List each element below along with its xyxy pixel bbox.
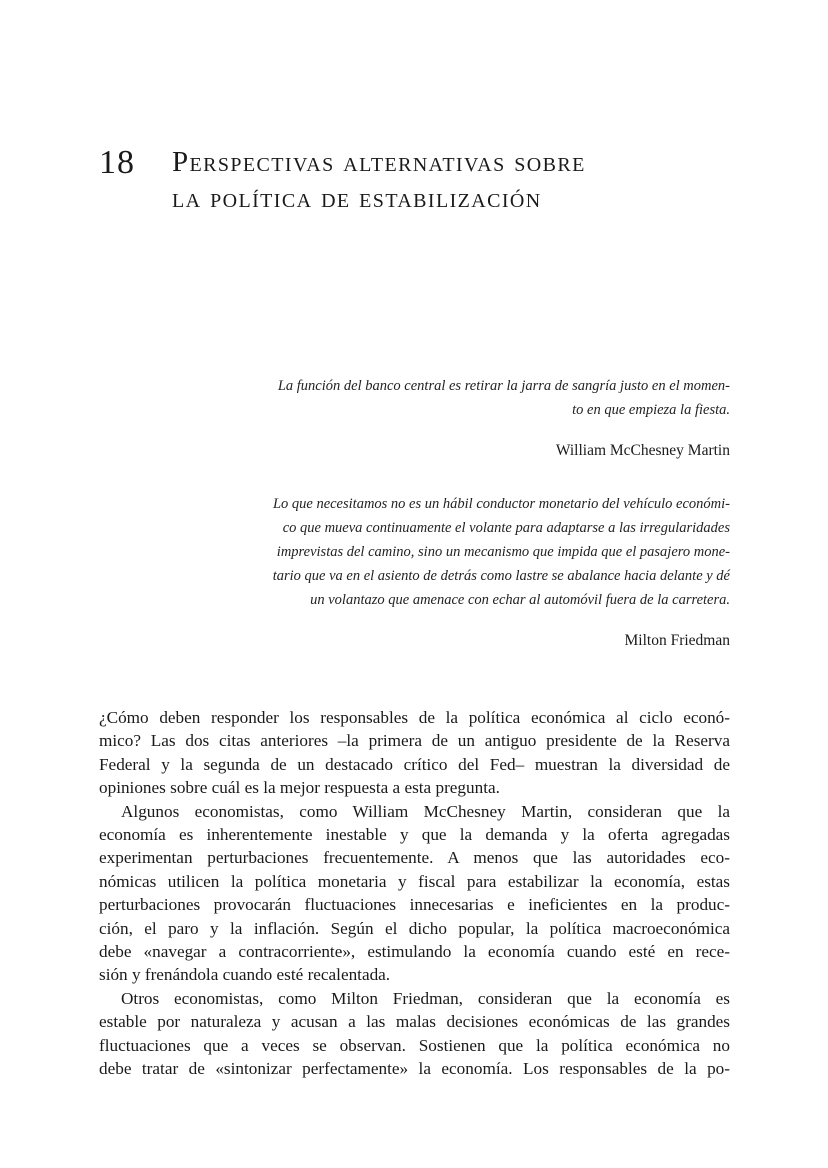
paragraph-line: Algunos economistas, como William McChesney Martin, consideran que la [121,801,730,821]
paragraph-line: perturbaciones provocarán fluctuaciones innecesarias e ineficientes en la produc- [99,895,730,915]
paragraph-line: Otros economistas, como Milton Friedman, consideran que la economía es [121,988,730,1008]
chapter-number: 18 [99,144,135,181]
epigraph-quote-line: imprevistas del camino, sino un mecanismo que impida que el pasajero mone- [276,544,730,560]
epigraph-quote-line: co que mueva continuamente el volante para adaptarse a las irregularidades [282,520,730,536]
epigraph-1 [278,374,730,462]
paragraph-line: economía es inherentemente inestable y que la demanda y la oferta agregadas [99,825,730,845]
paragraph-line: mico? Las dos citas anteriores –la primera de un antiguo presidente de la Reserva [99,731,730,751]
body-text [99,706,730,1081]
chapter-title-line-2: la política de estabilización [172,182,542,214]
paragraph-line: ción, el paro y la inflación. Según el dicho popular, la política macroeconómica [99,918,730,938]
paragraph-line: opiniones sobre cuál es la mejor respuesta a esta pregunta. [99,778,500,798]
epigraph-quote-line: to en que empieza la fiesta. [572,402,730,418]
paragraph-line: nómicas utilicen la política monetaria y fiscal para estabilizar la economía, estas [99,871,730,891]
epigraph-quote-line: tario que va en el asiento de detrás como lastre se abalance hacia delante y dé [272,568,730,584]
paragraph-line: ¿Cómo deben responder los responsables de la política económica al ciclo econó- [99,708,730,727]
paragraph-3 [99,987,730,1081]
chapter-title-line-1: Perspectivas alternativas sobre [172,146,586,178]
epigraph-quote [278,374,730,422]
epigraph-quote-line: un volantazo que amenace con echar al automóvil fuera de la carretera. [310,592,730,608]
paragraph-line: debe «navegar a contracorriente», estimulando la economía cuando esté en rece- [99,942,730,962]
paragraph-line: fluctuaciones que a veces se observan. Sostienen que la política económica no [99,1035,730,1055]
epigraph-author: William McChesney Martin [555,442,730,459]
paragraph-line: sión y frenándola cuando esté recalentada. [99,965,391,985]
epigraph-author: Milton Friedman [624,632,730,649]
epigraph-quote-line: Lo que necesitamos no es un hábil conductor monetario del vehículo económi- [272,496,730,512]
chapter-title [172,144,752,216]
paragraph-line: estable por naturaleza y acusan a las malas decisiones económicas de las grandes [99,1012,730,1032]
paragraph-2 [99,800,730,987]
epigraph-quote-line: La función del banco central es retirar la jarra de sangría justo en el momen- [277,378,730,394]
epigraph-2 [273,492,730,652]
epigraph-quote [273,492,730,612]
paragraph-line: experimentan perturbaciones frecuentemente. A menos que las autoridades eco- [99,848,730,868]
paragraph-line: debe tratar de «sintonizar perfectamente» la economía. Los responsables de la po- [99,1059,730,1079]
paragraph-line: Federal y la segunda de un destacado crítico del Fed– muestran la diversidad de [99,754,730,774]
paragraph-1 [99,706,730,800]
